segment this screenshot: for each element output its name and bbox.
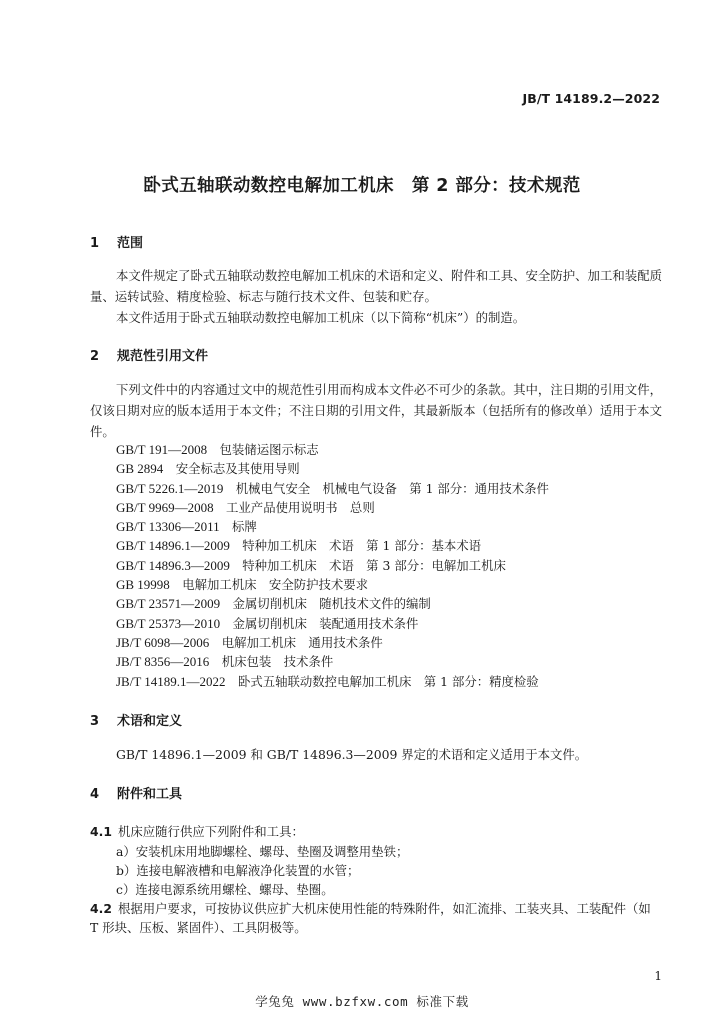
normative-intro-paragraph: 下列文件中的内容通过文中的规范性引用而构成本文件必不可少的条款。其中，注日期的引用文件，仅该日期对应的版本适用于本文件；不注日期的引用文件，其最新版本（包括所有的修改单）适用于本文件。	[90, 382, 662, 439]
reference-item	[116, 633, 549, 652]
reference-item	[116, 536, 549, 555]
clause-text: 机床应随行供应下列附件和工具：	[118, 824, 304, 839]
reference-code: GB/T 5226.1—2019	[116, 480, 224, 496]
reference-item	[116, 614, 549, 633]
reference-code: GB 2894	[116, 461, 164, 477]
reference-code: JB/T 6098—2006	[116, 634, 210, 650]
reference-code: GB 19998	[116, 577, 170, 593]
reference-code: GB/T 14896.1—2009	[116, 538, 230, 554]
reference-name: 标牌	[232, 519, 257, 535]
reference-name: 安全标志及其使用导则	[175, 461, 300, 477]
section-title: 术语和定义	[117, 714, 183, 729]
reference-item	[116, 517, 549, 536]
reference-name: 工业产品使用说明书 总则	[226, 499, 375, 515]
document-title: 卧式五轴联动数控电解加工机床 第 2 部分：技术规范	[143, 176, 581, 196]
reference-code: GB/T 9969—2008	[116, 499, 214, 515]
scope-paragraph-2: 本文件适用于卧式五轴联动数控电解加工机床（以下简称“机床”）的制造。	[116, 310, 526, 325]
reference-name: 电解加工机床 安全防护技术要求	[182, 577, 369, 593]
reference-code: GB/T 25373—2010	[116, 615, 221, 631]
section-title: 规范性引用文件	[117, 349, 209, 364]
reference-name: 机床包装 技术条件	[221, 654, 334, 670]
clause-4-2-continued: T 形块、压板、紧固件）、工具阴极等。	[90, 920, 307, 935]
reference-item	[116, 594, 549, 613]
clause-text: 根据用户要求，可按协议供应扩大机床使用性能的特殊附件，如汇流排、工装夹具、工装配件（如	[118, 901, 651, 916]
page-number: 1	[654, 969, 662, 983]
reference-code: JB/T 14189.1—2022	[116, 673, 226, 689]
section-number: 2	[90, 349, 100, 364]
reference-name: 特种加工机床 术语 第 3 部分：电解加工机床	[242, 557, 506, 573]
section-3-heading	[90, 710, 182, 729]
section-title: 范围	[117, 236, 144, 251]
reference-list	[116, 440, 549, 691]
scope-paragraph-1: 本文件规定了卧式五轴联动数控电解加工机床的术语和定义、附件和工具、安全防护、加工和装配质量、运转试验、精度检验、标志与随行技术文件、包装和贮存。	[90, 268, 662, 304]
section-title: 附件和工具	[117, 787, 183, 802]
reference-code: GB/T 13306—2011	[116, 519, 220, 535]
reference-name: 电解加工机床 通用技术条件	[221, 634, 383, 650]
reference-item	[116, 575, 549, 594]
reference-code: GB/T 23571—2009	[116, 596, 221, 612]
section-1-heading	[90, 232, 143, 251]
clause-number: 4.2	[90, 901, 112, 916]
clause-4-2	[90, 899, 651, 917]
footer-watermark: 学兔兔 www.bzfxw.com 标准下载	[255, 994, 469, 1009]
reference-name: 机械电气安全 机械电气设备 第 1 部分：通用技术条件	[235, 480, 549, 496]
reference-item	[116, 672, 549, 691]
reference-item	[116, 459, 549, 478]
reference-item	[116, 652, 549, 671]
reference-item	[116, 498, 549, 517]
clause-number: 4.1	[90, 824, 112, 839]
reference-code: GB/T 14896.3—2009	[116, 557, 230, 573]
standard-number: JB/T 14189.2—2022	[522, 91, 660, 106]
reference-item	[116, 440, 549, 459]
reference-code: GB/T 191—2008	[116, 442, 208, 457]
list-item-a: a）安装机床用地脚螺栓、螺母、垫圈及调整用垫铁；	[116, 844, 409, 859]
list-item-b: b）连接电解液槽和电解液净化装置的水管；	[116, 863, 360, 878]
section-number: 3	[90, 714, 100, 729]
reference-item	[116, 479, 549, 498]
reference-name: 包装储运图示标志	[219, 442, 319, 457]
reference-name: 金属切削机床 随机技术文件的编制	[232, 596, 431, 612]
reference-code: JB/T 8356—2016	[116, 654, 210, 670]
section-4-heading	[90, 783, 182, 802]
terms-paragraph: GB/T 14896.1—2009 和 GB/T 14896.3—2009 界定的术语和定义适用于本文件。	[116, 747, 588, 762]
list-item-c: c）连接电源系统用螺栓、螺母、垫圈。	[116, 882, 334, 897]
reference-name: 特种加工机床 术语 第 1 部分：基本术语	[242, 538, 482, 554]
section-2-heading	[90, 345, 208, 364]
reference-item	[116, 556, 549, 575]
section-number: 4	[90, 787, 100, 802]
reference-name: 金属切削机床 装配通用技术条件	[232, 615, 419, 631]
section-number: 1	[90, 236, 100, 251]
reference-name: 卧式五轴联动数控电解加工机床 第 1 部分：精度检验	[237, 673, 539, 689]
clause-4-1	[90, 822, 304, 840]
